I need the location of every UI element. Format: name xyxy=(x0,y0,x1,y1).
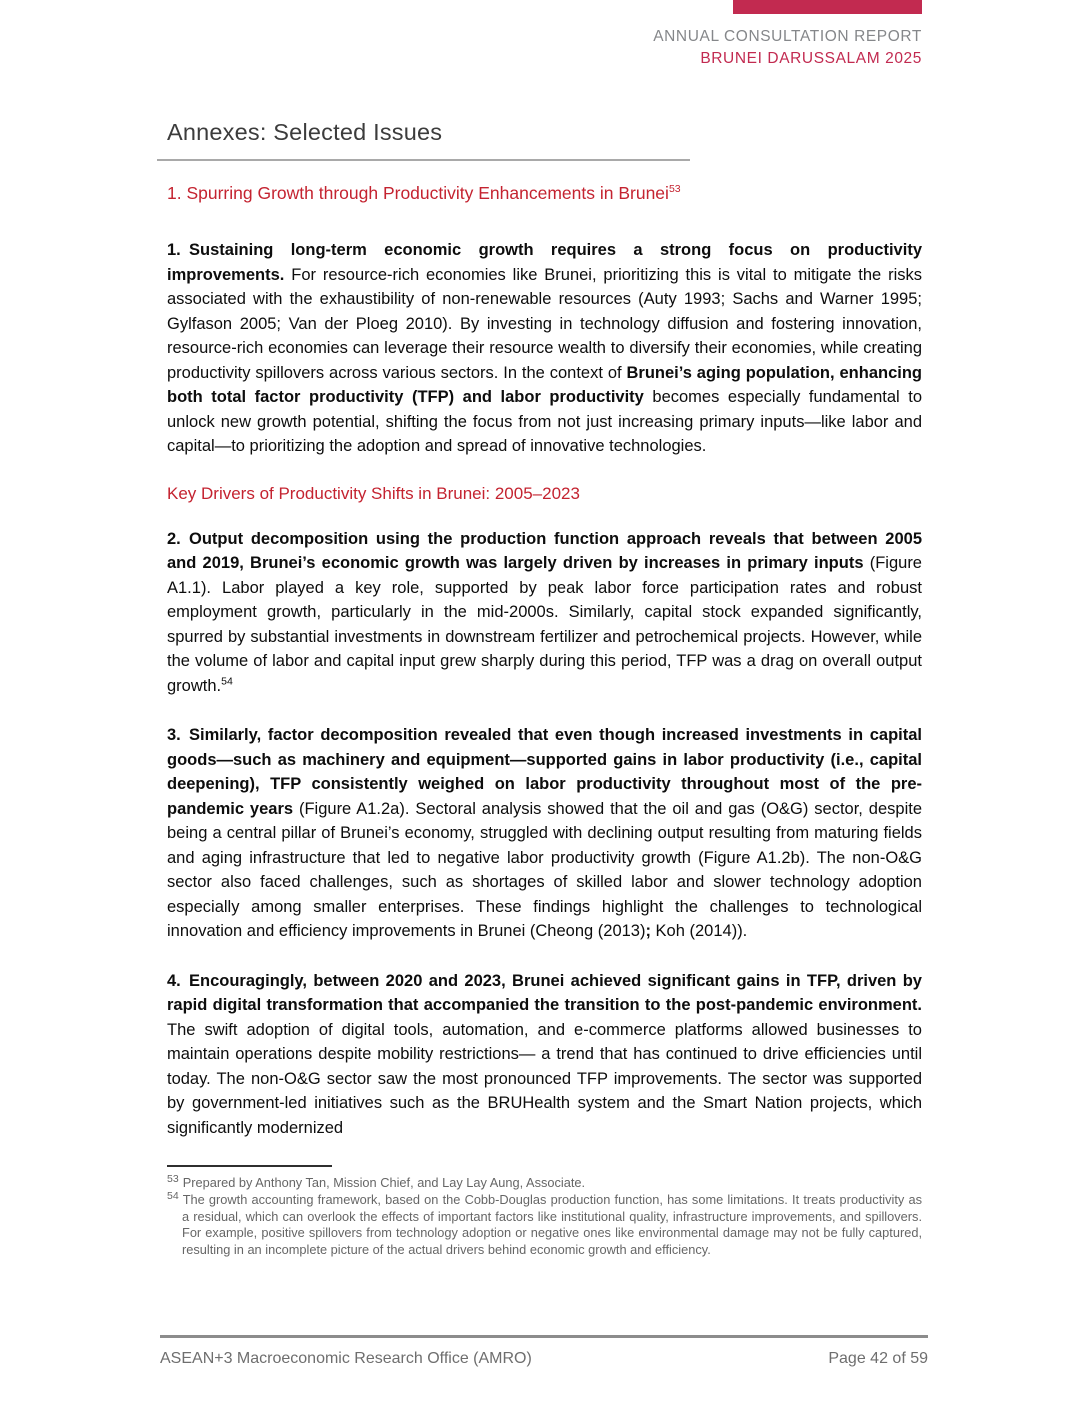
header-country-year: BRUNEI DARUSSALAM 2025 xyxy=(700,50,922,67)
footnote-54-ref: 54 xyxy=(167,1189,179,1202)
section-heading xyxy=(167,183,922,204)
section-heading-text: 1. Spurring Growth through Productivity Enhancements in Brunei xyxy=(167,183,669,203)
footer-page-number: Page 42 of 59 xyxy=(828,1350,928,1367)
footer-org-name: ASEAN+3 Macroeconomic Research Office (AMRO) xyxy=(160,1350,532,1367)
footnote-53-ref: 53 xyxy=(167,1172,179,1185)
header-report-title: ANNUAL CONSULTATION REPORT xyxy=(653,28,922,45)
title-divider xyxy=(157,159,690,161)
paragraph-2: 2. Output decomposition using the production function approach reveals that between 2005 and 2019, Brunei’s economic growth was largely driven by increases in primary inputs (Figure A1.1). Labor played a key role, supported by peak labor force participation rates and robust employment growth, particularly in the mid-2000s. Similarly, capital stock expanded significantly, spurred by substantial investments in downstream fertilizer and petrochemical projects. However, while the volume of labor and capital input grew sharply during this period, TFP was a drag on overall output growth.$^{54}$ xyxy=(167,529,922,695)
footnote-54-text: The growth accounting framework, based on the Cobb-Douglas production function, has some limitations. It treats productivity as a residual, which can overlook the effects of important factors like institutional quality, infrastructure improvements, and spillovers. For example, positive spillovers from technology adoption or negative ones like environmental damage may not be fully captured, resulting in an incomplete picture of the actual drivers behind economic growth and efficiency. xyxy=(182,1191,922,1258)
paragraph-1: 1. Sustaining long-term economic growth requires a strong focus on productivity improvements. For resource-rich economies like Brunei, prioritizing this is vital to mitigate the risks associated with the exhaustibility of non-renewable resources (Auty 1993; Sachs and Warner 1995; Gylfason 2005; Van der Ploeg 2010). By investing in technology diffusion and fostering innovation, resource-rich economies can leverage their resource wealth to diversify their economies, while creating productivity spillovers across various sectors. In the context of Brunei’s aging population, enhancing both total factor productivity (TFP) and labor productivity becomes especially fundamental to unlock new growth potential, shifting the focus from not just increasing primary inputs—like labor and capital—to prioritizing the adoption and spread of innovative technologies. xyxy=(167,241,922,455)
footnote-53-text: Prepared by Anthony Tan, Mission Chief, and Lay Lay Aung, Associate. xyxy=(182,1175,586,1190)
footnote-divider xyxy=(167,1165,332,1167)
footnote-section xyxy=(167,1165,922,1259)
footnote-53 xyxy=(167,1172,922,1192)
paragraph-4: 4. Encouragingly, between 2020 and 2023, Brunei achieved significant gains in TFP, driven by rapid digital transformation that accompanied the transition to the post-pandemic environment. The swift adoption of digital tools, automation, and e-commerce platforms allowed businesses to maintain operations despite mobility restrictions— a trend that has continued to drive efficiencies until today. The non-O&G sector saw the most pronounced TFP improvements. The sector was supported by government-led initiatives such as the BRUHealth system and the Smart Nation projects, which significantly modernized xyxy=(167,971,922,1137)
footnote-54 xyxy=(167,1189,922,1259)
page-content xyxy=(167,0,922,1259)
footer-divider xyxy=(160,1335,928,1338)
key-drivers-subheading: Key Drivers of Productivity Shifts in Brunei: 2005–2023 xyxy=(167,483,580,503)
footnote-ref-53: 53 xyxy=(668,183,681,196)
page-footer xyxy=(160,1335,928,1368)
page-header xyxy=(167,27,922,69)
header-accent-bar xyxy=(733,0,922,14)
annexes-title: Annexes: Selected Issues xyxy=(167,119,443,145)
paragraph-3: 3. Similarly, factor decomposition revealed that even though increased investments in capital goods—such as machinery and equipment—supported gains in labor productivity (i.e., capital deepening), TFP consistently weighed on labor productivity throughout most of the pre-pandemic years (Figure A1.2a). Sectoral analysis showed that the oil and gas (O&G) sector, despite being a central pillar of Brunei’s economy, struggled with declining output resulting from maturing fields and aging infrastructure that led to negative labor productivity growth (Figure A1.2b). The non-O&G sector also faced challenges, such as shortages of skilled labor and slower technology adoption especially among smaller enterprises. These findings highlight the challenges to technological innovation and efficiency improvements in Brunei (Cheong (2013); Koh (2014)). xyxy=(167,726,923,940)
